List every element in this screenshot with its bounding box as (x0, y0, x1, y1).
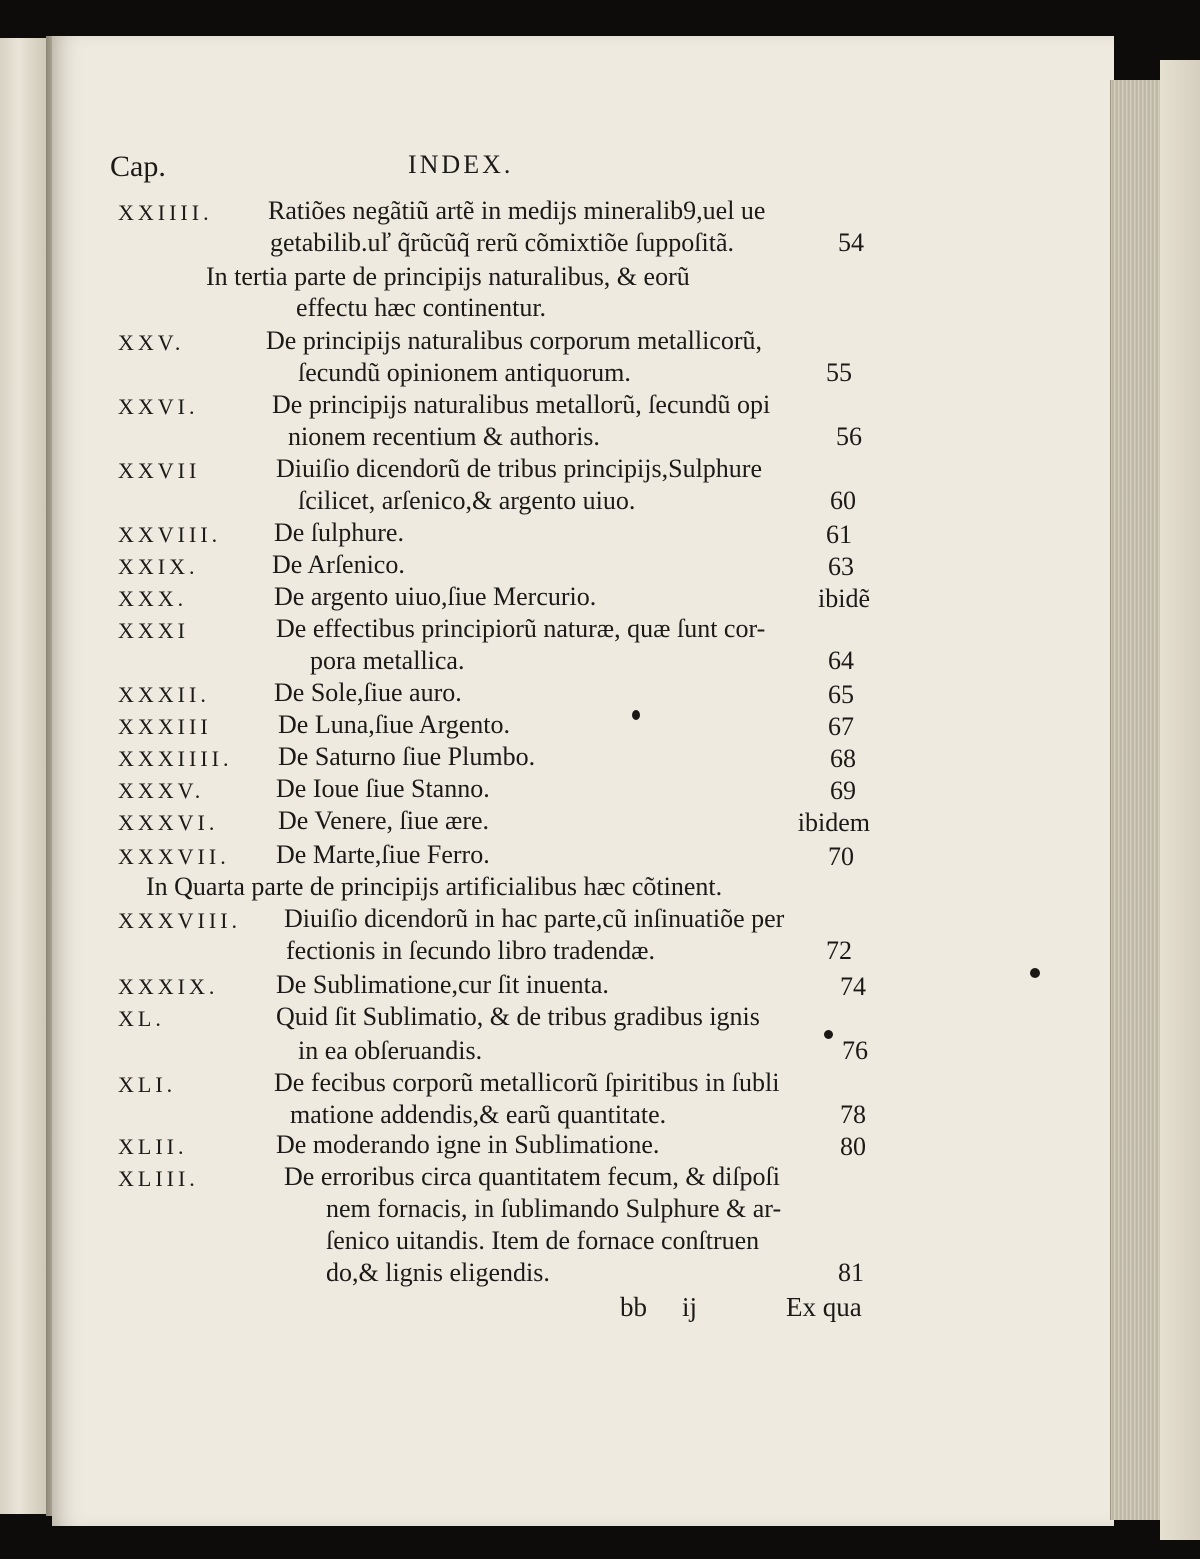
chapter-number: XXIX. (118, 554, 199, 579)
signature-mark: bb (620, 1292, 647, 1322)
facing-page-edge (0, 38, 48, 1514)
chapter-number: XXVII (118, 458, 201, 483)
entry-line: De Marte,ſiue Ferro. (276, 840, 490, 869)
page-number: 68 (830, 744, 856, 773)
page-number: 69 (830, 776, 856, 805)
chapter-number: XXV. (118, 330, 185, 355)
chapter-number: XXXVIII. (118, 908, 242, 933)
entry-line: matione addendis,& earũ quantitate. (290, 1100, 667, 1129)
chapter-number: XXXVII. (118, 844, 230, 869)
entry-line: De Saturno ſiue Plumbo. (278, 742, 536, 771)
ink-speck (1030, 968, 1040, 978)
chapter-number: XXVI. (118, 394, 199, 419)
catchword: Ex qua (786, 1292, 862, 1322)
entry-line: De Arſenico. (272, 550, 405, 579)
page-number: ibidem (797, 808, 870, 837)
entry-line: Diuiſio dicendorũ de tribus principijs,Sulphure (276, 454, 762, 483)
section-heading: In Quarta parte de principijs artificialibus hæc cõtinent. (146, 872, 723, 901)
chapter-number: XXX. (118, 586, 188, 611)
chapter-number: XXXVI. (118, 810, 219, 835)
chapter-number: XLIII. (118, 1166, 199, 1191)
page-number: 65 (828, 680, 854, 709)
page-number: 76 (842, 1036, 868, 1065)
entry-line: De erroribus circa quantitatem fecum, & diſpoſi (284, 1162, 780, 1191)
ink-speck (632, 710, 640, 720)
entry-line: De effectibus principiorũ naturæ, quæ ſunt cor- (276, 614, 766, 643)
entry-line: De Ioue ſiue Stanno. (276, 774, 490, 803)
page-number: 60 (830, 486, 856, 515)
page-number: 78 (840, 1100, 866, 1129)
page-stack-edge (1110, 80, 1163, 1520)
entry-line: Quid ſit Sublimatio, & de tribus gradibus ignis (276, 1002, 760, 1031)
signature-number: ij (682, 1292, 698, 1322)
entry-line: pora metallica. (310, 646, 465, 675)
entry-line: De ſulphure. (274, 518, 404, 547)
entry-line: getabilib.uľ q̃rũcũq̃ rerũ cõmixtiõe ſuppoſitã. (270, 228, 735, 257)
entry-line: nem fornacis, in ſublimando Sulphure & ar- (326, 1194, 782, 1223)
entry-line: De principijs naturalibus corporum metallicorũ, (266, 326, 763, 355)
page-number: 74 (840, 972, 866, 1001)
chapter-number: XXXII. (118, 682, 210, 707)
section-heading: In tertia parte de principijs naturalibus, & eorũ (206, 262, 690, 291)
page-number: 55 (826, 358, 852, 387)
book-cover-edge (1160, 60, 1200, 1540)
header-cap-label: Cap. (110, 150, 166, 183)
entry-line: Diuiſio dicendorũ in hac parte,cũ inſinuatiõe per (284, 904, 785, 933)
page-title: INDEX. (408, 150, 514, 179)
page-number: 64 (828, 646, 854, 675)
ink-speck (824, 1030, 833, 1039)
entry-line: fectionis in ſecundo libro tradendæ. (286, 936, 655, 965)
entry-line: De moderando igne in Sublimatione. (276, 1130, 660, 1159)
entry-line: De Venere, ſiue ære. (278, 806, 490, 835)
entry-line: nionem recentium & authoris. (288, 422, 600, 451)
page-number: 61 (826, 520, 852, 549)
entry-line: Ratiões negãtiũ artẽ in medijs mineralib9,uel ue (268, 196, 766, 225)
page-number: 63 (828, 552, 854, 581)
entry-line: ſenico uitandis. Item de fornace conſtruen (326, 1226, 760, 1255)
entry-line: De principijs naturalibus metallorũ, ſecundũ opi (272, 390, 771, 419)
page-number: 67 (828, 712, 854, 741)
entry-line: do,& lignis eligendis. (326, 1258, 550, 1287)
entry-line: ſecundũ opinionem antiquorum. (298, 358, 631, 387)
page-number: ibidẽ (818, 584, 870, 613)
entry-line: in ea obſeruandis. (298, 1036, 483, 1065)
page-number: 56 (836, 422, 862, 451)
page-number: 70 (828, 842, 854, 871)
book-page (52, 36, 1114, 1526)
section-heading: effectu hæc continentur. (296, 293, 547, 322)
chapter-number: XXIIII. (118, 200, 213, 225)
chapter-number: XXXIX. (118, 974, 219, 999)
page-number: 54 (838, 228, 864, 257)
entry-line: De Sublimatione,cur ſit inuenta. (276, 970, 609, 999)
entry-line: De fecibus corporũ metallicorũ ſpiritibus in ſubli (274, 1068, 780, 1097)
entry-line: De argento uiuo,ſiue Mercurio. (274, 582, 597, 611)
chapter-number: XLI. (118, 1072, 177, 1097)
entry-line: De Luna,ſiue Argento. (278, 710, 511, 739)
chapter-number: XXXIII (118, 714, 212, 739)
page-number: 72 (826, 936, 852, 965)
page-number: 80 (840, 1132, 866, 1161)
chapter-number: XXXI (118, 618, 189, 643)
chapter-number: XXXV. (118, 778, 205, 803)
chapter-number: XXVIII. (118, 522, 222, 547)
chapter-number: XXXIIII. (118, 746, 233, 771)
entry-line: ſcilicet, arſenico,& argento uiuo. (298, 486, 636, 515)
chapter-number: XL. (118, 1006, 165, 1031)
page-number: 81 (838, 1258, 864, 1287)
entry-line: De Sole,ſiue auro. (274, 678, 462, 707)
chapter-number: XLII. (118, 1134, 188, 1159)
